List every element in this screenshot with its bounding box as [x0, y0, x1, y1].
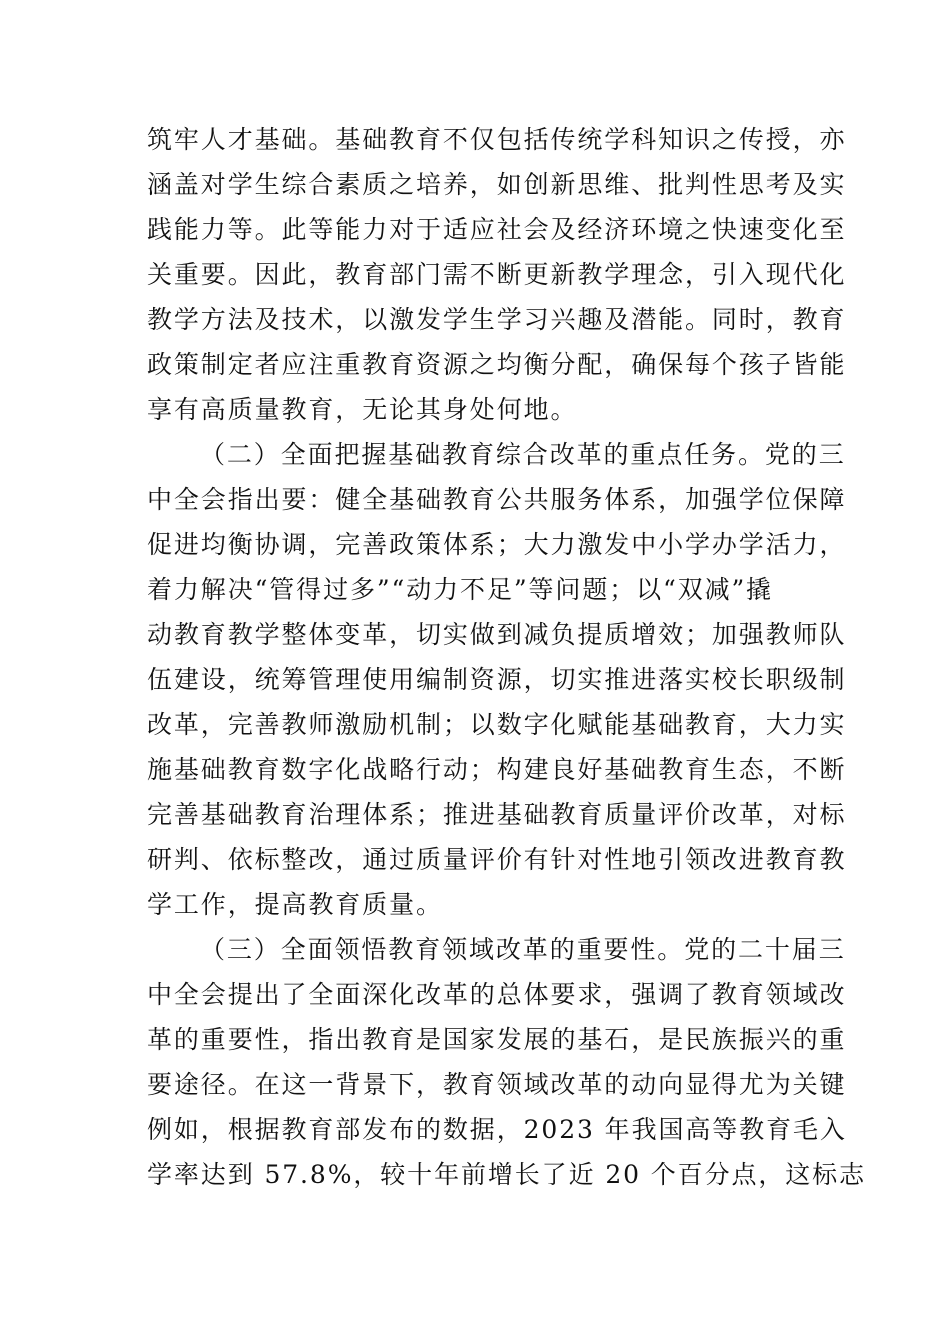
section-three-heading-line: （三）全面领悟教育领域改革的重要性。党的二十届三	[200, 935, 846, 964]
text-line: 改革，完善教师激励机制；以数字化赋能基础教育，大力实	[147, 710, 847, 739]
section-two-heading-line: （二）全面把握基础教育综合改革的重点任务。党的三	[200, 440, 846, 469]
text-line: 例如，根据教育部发布的数据，2023 年我国高等教育毛入	[147, 1115, 847, 1144]
text-line: 研判、依标整改，通过质量评价有针对性地引领改进教育教	[147, 845, 847, 874]
text-line: 践能力等。此等能力对于适应社会及经济环境之快速变化至	[147, 215, 847, 244]
text-line: 教学方法及技术，以激发学生学习兴趣及潜能。同时，教育	[147, 305, 847, 334]
text-line: 动教育教学整体变革，切实做到减负提质增效；加强教师队	[147, 620, 847, 649]
text-line: 施基础教育数字化战略行动；构建良好基础教育生态，不断	[147, 755, 847, 784]
text-line: 享有高质量教育，无论其身处何地。	[147, 395, 578, 424]
text-line: 中全会指出要：健全基础教育公共服务体系，加强学位保障	[147, 485, 847, 514]
text-line: 完善基础教育治理体系；推进基础教育质量评价改革，对标	[147, 800, 847, 829]
text-line: 筑牢人才基础。基础教育不仅包括传统学科知识之传授，亦	[147, 125, 847, 154]
text-line: 中全会提出了全面深化改革的总体要求，强调了教育领域改	[147, 980, 847, 1009]
text-line: 学率达到 57.8%，较十年前增长了近 20 个百分点，这标志	[147, 1160, 866, 1189]
text-line: 关重要。因此，教育部门需不断更新教学理念，引入现代化	[147, 260, 847, 289]
text-line: 伍建设，统筹管理使用编制资源，切实推进落实校长职级制	[147, 665, 847, 694]
text-line: 着力解决“管得过多”“动力不足”等问题；以“双减”撬	[147, 575, 774, 604]
text-line: 要途径。在这一背景下，教育领域改革的动向显得尤为关键	[147, 1070, 847, 1099]
text-line: 政策制定者应注重教育资源之均衡分配，确保每个孩子皆能	[147, 350, 847, 379]
text-line: 革的重要性，指出教育是国家发展的基石，是民族振兴的重	[147, 1025, 847, 1054]
text-line: 促进均衡协调，完善政策体系；大力激发中小学办学活力，	[147, 530, 847, 559]
text-line: 学工作，提高教育质量。	[147, 890, 443, 919]
text-line: 涵盖对学生综合素质之培养，如创新思维、批判性思考及实	[147, 170, 847, 199]
